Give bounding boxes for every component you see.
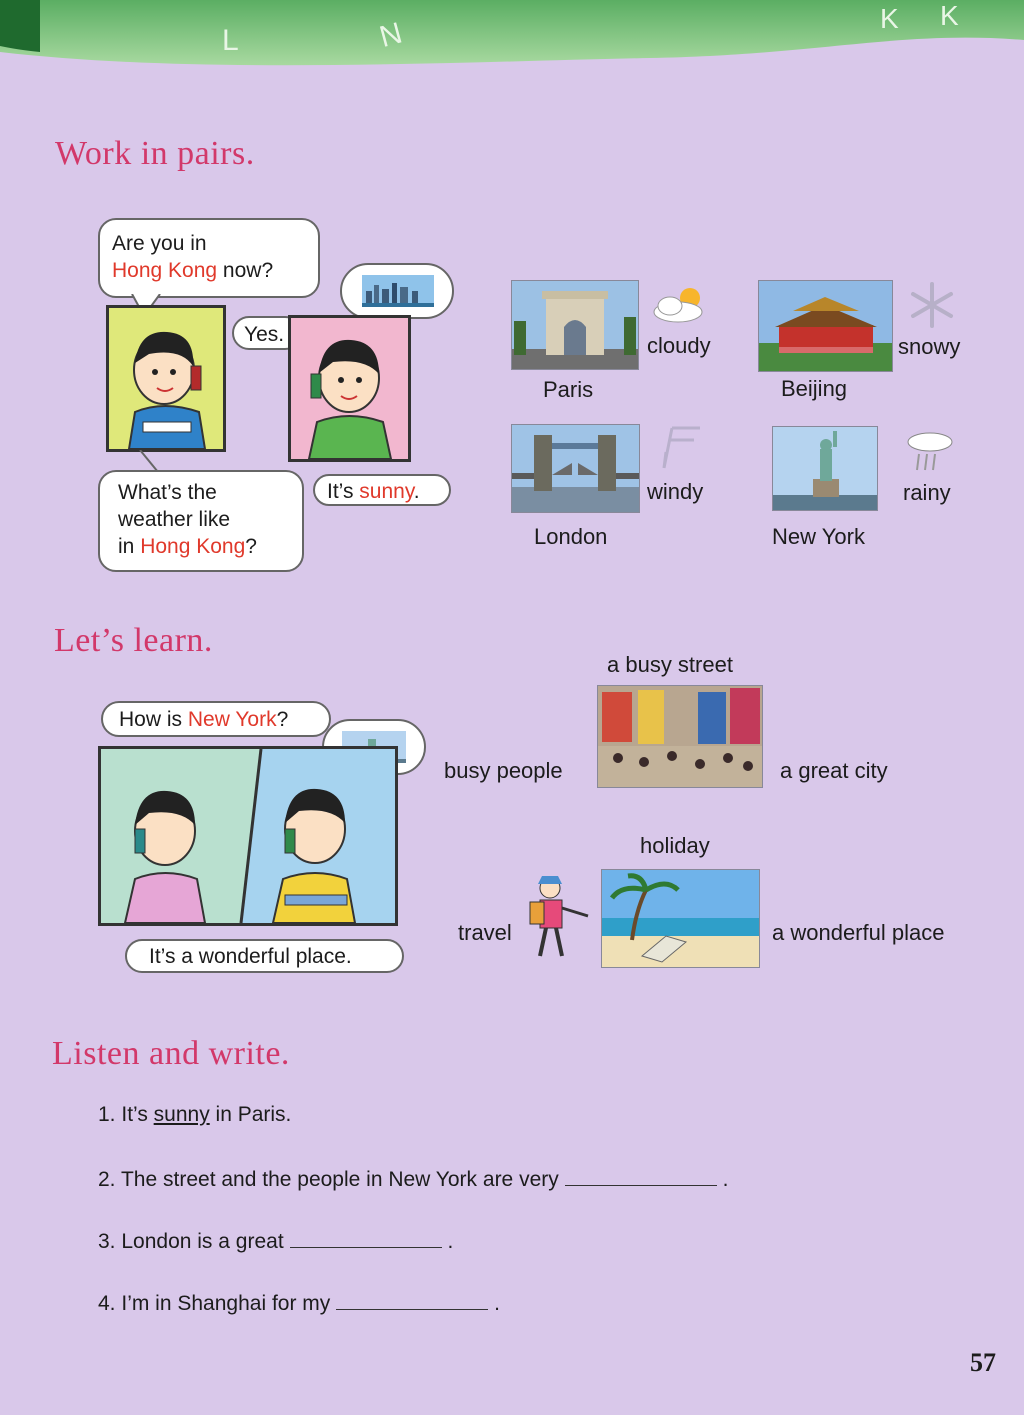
exercise-item-2 — [98, 1165, 728, 1192]
boy-on-phone-panel-left — [106, 305, 226, 452]
bubble-text: weather like — [118, 508, 231, 531]
bubble-text: Yes. — [244, 323, 285, 346]
bubble-text: ? — [245, 535, 257, 558]
weather-label-snowy: snowy — [898, 334, 961, 359]
bubble-text: ? — [276, 708, 289, 731]
exercise-text: The street and the people in New York are very — [120, 1168, 559, 1191]
city-label-new-york: New York — [772, 524, 865, 549]
exercise-text: It’s — [121, 1103, 154, 1126]
cloud-sun-icon — [648, 282, 714, 326]
bubble-text: How is — [119, 708, 188, 731]
hong-kong-skyline-icon — [342, 265, 452, 317]
exercise-number: 1. — [98, 1103, 116, 1126]
exercise-text: I’m in Shanghai for my — [121, 1292, 331, 1315]
boy-with-phone-icon — [291, 318, 408, 459]
banner-letter: K — [940, 0, 959, 31]
exercise-text: . — [494, 1292, 500, 1315]
weather-highlight: sunny — [359, 480, 414, 503]
bubble-text: What’s the — [118, 481, 217, 504]
place-highlight: Hong Kong — [112, 259, 218, 282]
city-label-london: London — [534, 524, 608, 549]
bubble-tail — [138, 450, 168, 472]
bubble-text: Are you in — [112, 232, 207, 255]
statue-of-liberty-icon — [773, 427, 877, 510]
page-number: 57 — [970, 1348, 996, 1377]
section-heading-lets-learn: Let’s learn. — [54, 622, 213, 659]
exercise-number: 3. — [98, 1230, 116, 1253]
vocab-great-city: a great city — [780, 758, 888, 783]
bubble-text: . — [413, 480, 420, 503]
new-york-photo — [772, 426, 878, 511]
bubble-text: It’s — [327, 480, 360, 503]
speech-bubble-question-1 — [98, 218, 320, 298]
answer-blank[interactable] — [336, 1289, 488, 1310]
tiananmen-icon — [759, 281, 892, 371]
speech-bubble-question-2 — [98, 470, 304, 572]
section-heading-work-in-pairs: Work in pairs. — [55, 135, 255, 172]
exercise-text: . — [447, 1230, 454, 1253]
speech-bubble-wonderful-place — [125, 939, 404, 973]
london-photo — [511, 424, 640, 513]
place-highlight: New York — [187, 708, 277, 731]
rain-cloud-icon — [903, 428, 957, 474]
bubble-text: in — [118, 535, 141, 558]
boys-on-phone-icon — [101, 749, 395, 923]
exercise-item-1 — [98, 1103, 291, 1127]
banner-letter: K — [880, 3, 899, 34]
beach-holiday-photo — [601, 869, 760, 968]
busy-street-photo — [597, 685, 763, 788]
vocab-travel: travel — [458, 920, 512, 945]
beach-icon — [602, 870, 759, 967]
weather-label-cloudy: cloudy — [647, 333, 711, 358]
answer-blank[interactable] — [290, 1227, 442, 1248]
bubble-text: now? — [217, 259, 274, 282]
exercise-answer: sunny — [153, 1103, 210, 1126]
answer-blank[interactable] — [565, 1165, 717, 1186]
boy-with-phone-icon — [109, 308, 223, 449]
wind-icon — [660, 424, 704, 470]
two-boys-phone-panel — [98, 746, 398, 926]
city-label-paris: Paris — [543, 377, 594, 402]
top-banner — [0, 0, 1024, 80]
tower-bridge-icon — [512, 425, 639, 512]
banner-letter: L — [222, 24, 239, 57]
exercise-text: . — [722, 1168, 729, 1191]
weather-label-rainy: rainy — [903, 480, 951, 505]
vocab-busy-street: a busy street — [607, 652, 733, 677]
exercise-text: in Paris. — [209, 1103, 292, 1126]
busy-street-icon — [598, 686, 762, 787]
speech-bubble-how-is-new-york — [101, 701, 331, 737]
vocab-busy-people: busy people — [444, 758, 563, 783]
exercise-number: 4. — [98, 1292, 116, 1315]
snowflake-icon — [905, 280, 959, 330]
exercise-number: 2. — [98, 1168, 116, 1191]
exercise-item-4 — [98, 1289, 500, 1316]
place-highlight: Hong Kong — [140, 535, 246, 558]
city-label-beijing: Beijing — [781, 376, 848, 401]
bubble-text: It’s a wonderful place. — [149, 945, 352, 968]
section-heading-listen-and-write: Listen and write. — [52, 1035, 290, 1072]
traveller-icon — [522, 872, 594, 960]
speech-bubble-answer-sunny — [313, 474, 451, 506]
vocab-holiday: holiday — [640, 833, 710, 858]
arc-de-triomphe-icon — [512, 281, 638, 369]
vocab-wonderful-place: a wonderful place — [772, 920, 945, 945]
thought-bubble-hong-kong — [340, 263, 454, 319]
banner-letter: N — [376, 16, 406, 55]
exercise-item-3 — [98, 1227, 453, 1254]
boy-on-phone-panel-right — [288, 315, 411, 462]
paris-photo — [511, 280, 639, 370]
beijing-photo — [758, 280, 893, 372]
weather-label-windy: windy — [647, 479, 704, 504]
exercise-text: London is a great — [121, 1230, 284, 1253]
